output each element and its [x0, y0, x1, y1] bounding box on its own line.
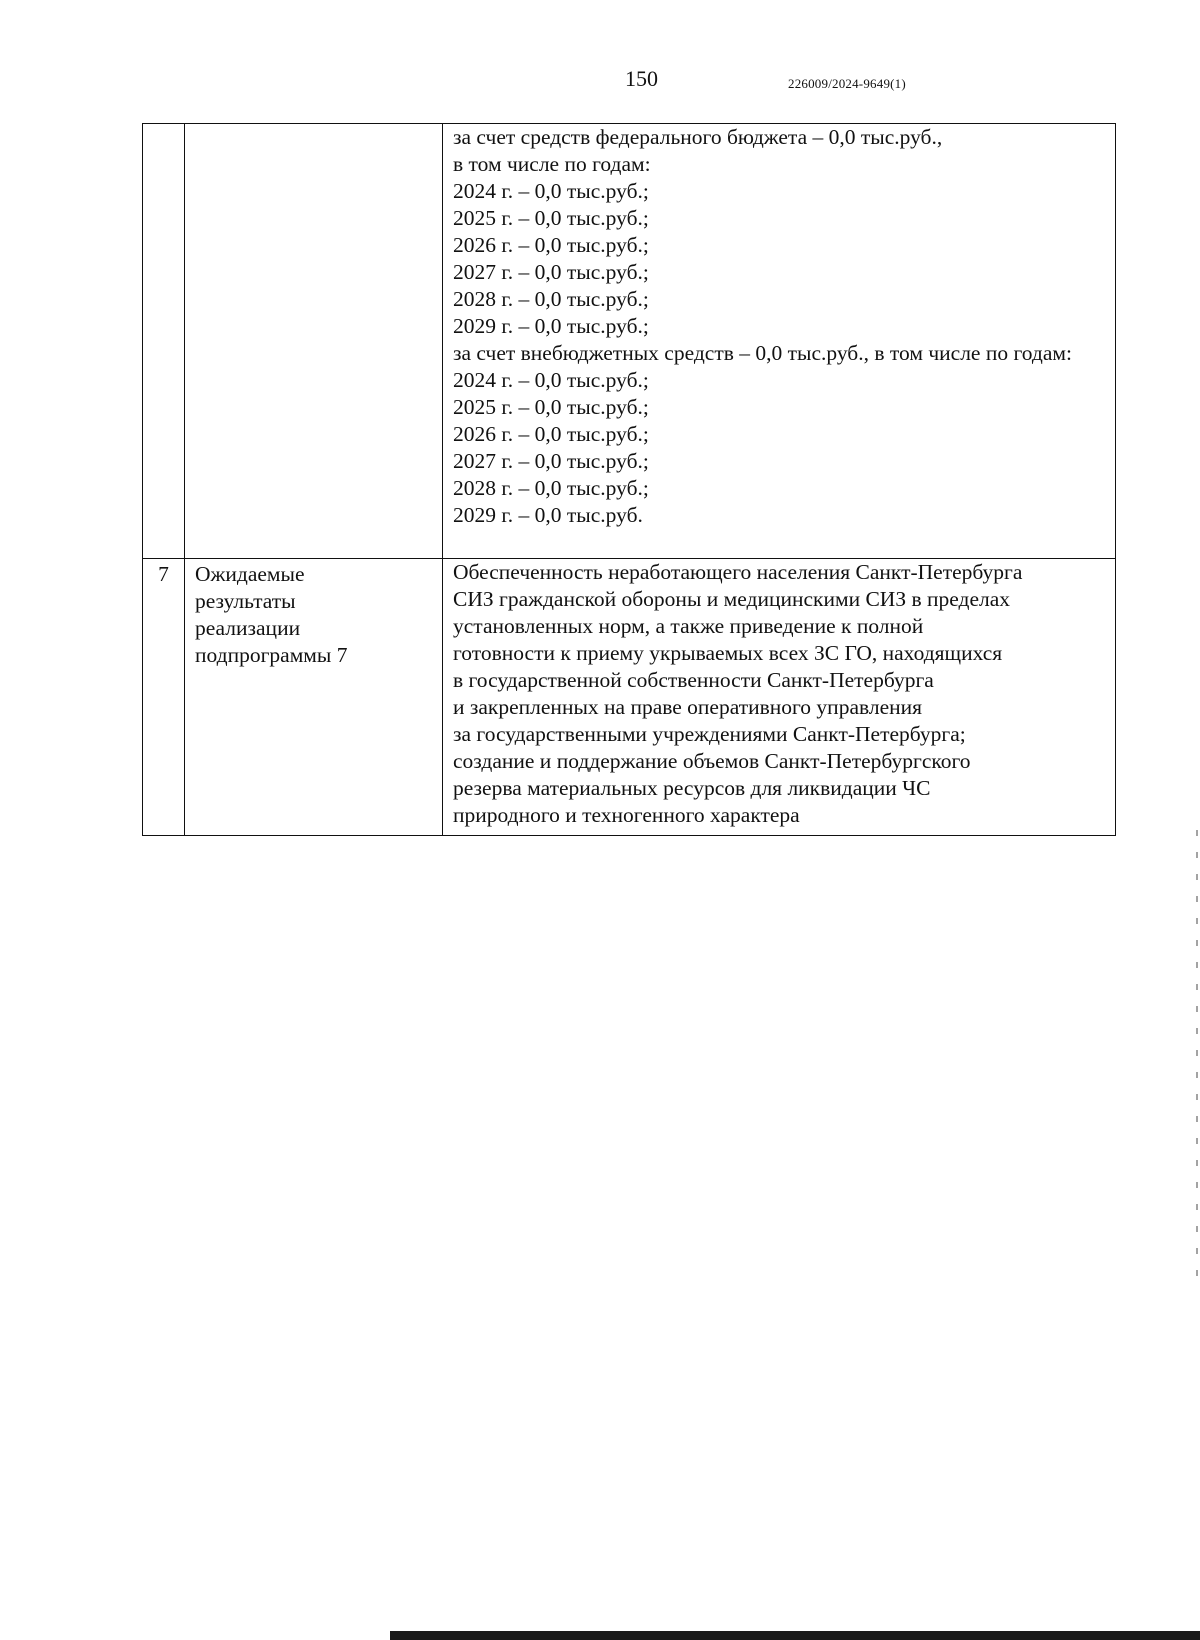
extrabudget-intro: за счет внебюджетных средств – 0,0 тыс.руб., в том числе по годам: [453, 341, 1072, 365]
row-name-line: подпрограммы 7 [195, 643, 348, 667]
extrabudget-year-line: 2025 г. – 0,0 тыс.руб.; [453, 395, 649, 419]
extrabudget-year-line: 2024 г. – 0,0 тыс.руб.; [453, 368, 649, 392]
result-text-line: и закрепленных на праве оперативного управления [453, 695, 923, 719]
table-row-expected-results [143, 559, 1116, 836]
row-name-line: результаты [195, 589, 296, 613]
result-text-line: природного и техногенного характера [453, 803, 800, 827]
result-text-line: резерва материальных ресурсов для ликвидации ЧС [453, 776, 931, 800]
federal-year-line: 2028 г. – 0,0 тыс.руб.; [453, 287, 649, 311]
row-number-cell: 7 [143, 559, 185, 836]
extrabudget-year-line: 2029 г. – 0,0 тыс.руб. [453, 503, 643, 527]
federal-year-line: 2027 г. – 0,0 тыс.руб.; [453, 260, 649, 284]
federal-budget-by-years: в том числе по годам: [453, 152, 651, 176]
federal-budget-intro: за счет средств федерального бюджета – 0,0 тыс.руб., [453, 125, 943, 149]
page-number: 150 [625, 66, 658, 91]
result-text-line: создание и поддержание объемов Санкт-Петербургского [453, 749, 971, 773]
result-text-line: СИЗ гражданской обороны и медицинскими СИЗ в пределах [453, 587, 1011, 611]
result-text-line: за государственными учреждениями Санкт-Петербурга; [453, 722, 966, 746]
result-text-line: в государственной собственности Санкт-Петербурга [453, 668, 934, 692]
result-text-line: Обеспеченность неработающего населения Санкт-Петербурга [453, 560, 1023, 584]
scan-edge-marks [1196, 830, 1198, 1290]
row-name-line: реализации [195, 616, 301, 640]
federal-year-line: 2024 г. – 0,0 тыс.руб.; [453, 179, 649, 203]
financing-value-cell [443, 124, 1116, 559]
row-name-cell [185, 124, 443, 559]
expected-results-value-cell [443, 559, 1116, 836]
result-text-line: готовности к приему укрываемых всех ЗС ГО, находящихся [453, 641, 1003, 665]
scan-bottom-edge [390, 1631, 1200, 1640]
subprogram-passport-table [142, 123, 1116, 836]
row-name-cell [185, 559, 443, 836]
federal-year-line: 2026 г. – 0,0 тыс.руб.; [453, 233, 649, 257]
result-text-line: установленных норм, а также приведение к полной [453, 614, 924, 638]
row-name-line: Ожидаемые [195, 562, 305, 586]
document-reference: 226009/2024-9649(1) [788, 76, 906, 91]
row-number-cell [143, 124, 185, 559]
federal-year-line: 2025 г. – 0,0 тыс.руб.; [453, 206, 649, 230]
federal-year-line: 2029 г. – 0,0 тыс.руб.; [453, 314, 649, 338]
table-row-financing [143, 124, 1116, 559]
extrabudget-year-line: 2028 г. – 0,0 тыс.руб.; [453, 476, 649, 500]
extrabudget-year-line: 2027 г. – 0,0 тыс.руб.; [453, 449, 649, 473]
extrabudget-year-line: 2026 г. – 0,0 тыс.руб.; [453, 422, 649, 446]
